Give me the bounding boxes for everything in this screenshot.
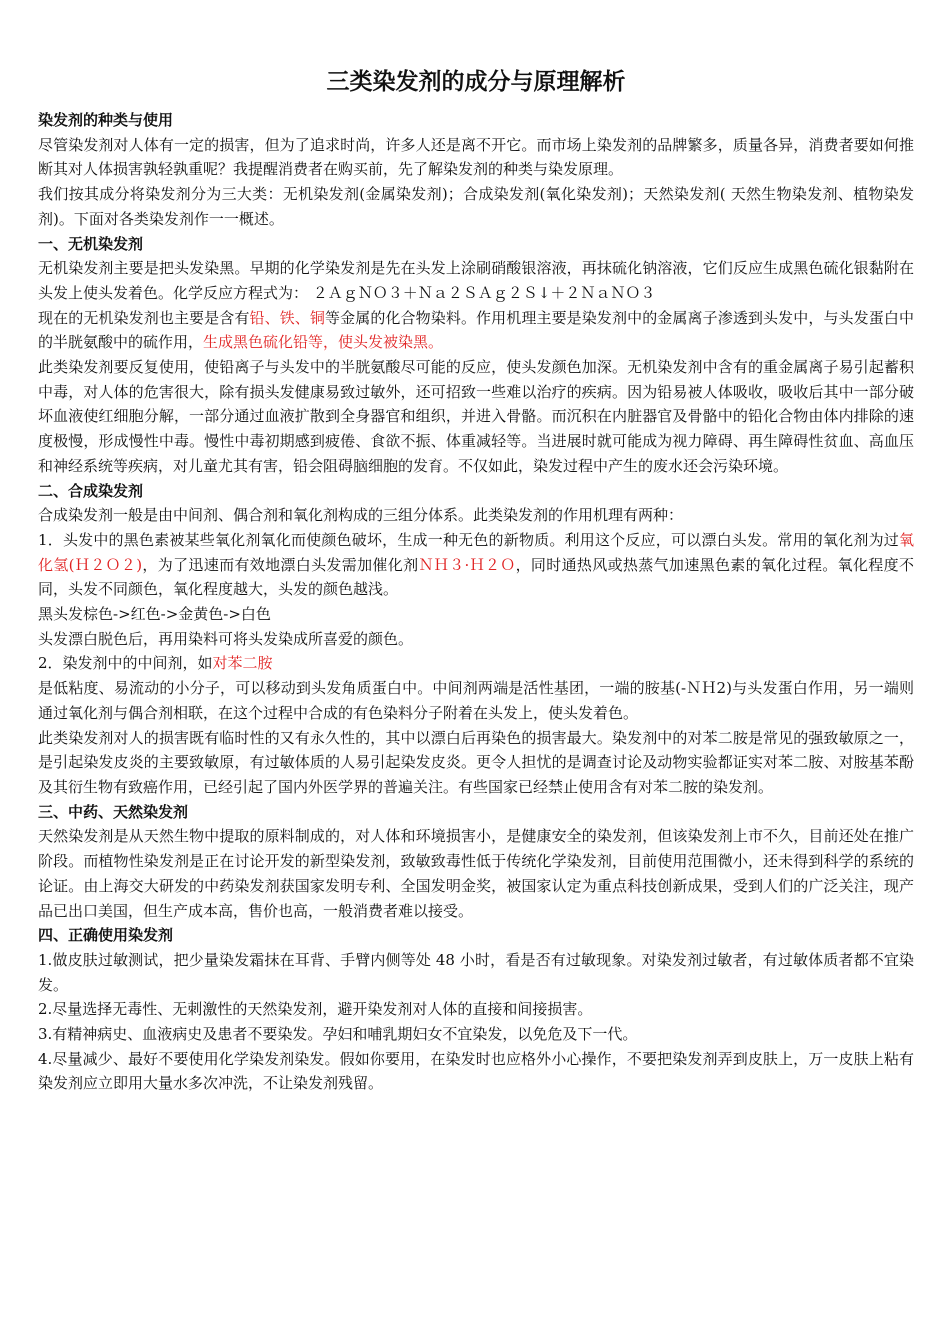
highlight-nh3: ＮＨ３·Ｈ２Ｏ xyxy=(418,555,516,574)
section-1-paragraph-3: 此类染发剂要反复使用，使铅离子与头发中的半胱氨酸尽可能的反应，使头发颜色加深。无机染发剂中含有的重金属离子易引起蓄积中毒，对人体的危害很大，除有损头发健康易致过敏外，还可招致一些难以治疗的疾病。因为铅易被人体吸收，吸收后其中一部分破坏血液使红细胞分解，一部分通过血液扩散到全身器官和组织，并进入骨骼。而沉积在内脏器官及骨骼中的铅化合物由体内排除的速度极慢，形成慢性中毒。慢性中毒初期感到疲倦、食欲不振、体重减轻等。当进展时就可能成为视力障碍、再生障碍性贫血、高血压和神经系统等疾病，对儿童尤其有害，铅会阻碍脑细胞的发育。不仅如此，染发过程中产生的废水还会污染环境。 xyxy=(38,358,914,475)
text-run: ，同时通热风或热蒸气加速黑色素的氧化过程。氧化程度不同，头发不同颜色，氧化程度越大，头发的颜色越浅。 xyxy=(38,555,914,599)
section-1-paragraph-1: 无机染发剂主要是把头发染黑。早期的化学染发剂是先在头发上涂刷硝酸银溶液，再抹硫化钠溶液，它们反应生成黑色硫化银黏附在头发上使头发着色。化学反应方程式为： ２ＡｇＮＯ３＋Ｎａ２ＳＡｇ２Ｓ↓＋２ＮａＮＯ３ xyxy=(38,259,914,302)
section-4-heading: 四、正确使用染发剂 xyxy=(38,926,174,945)
document-page xyxy=(38,62,914,1096)
section-4-item-2: 2.尽量选择无毒性、无刺激性的天然染发剂，避开染发剂对人体的直接和间接损害。 xyxy=(38,1000,593,1019)
highlight-result: 生成黑色硫化铅等，使头发被染黑。 xyxy=(203,333,444,352)
text-run: 1．头发中的黑色素被某些氧化剂氧化而使颜色破坏，生成一种无色的新物质。利用这个反应，可以漂白头发。常用的氧化剂为过 xyxy=(38,530,899,549)
highlight-ppd: 对苯二胺 xyxy=(212,654,273,673)
text-run: 等金属的化合物染料。作用机理主要是染发剂中的金属离子渗透到头发中，与头发蛋白中的半胱氨酸中的硫作用， xyxy=(38,308,914,352)
section-2-paragraph-7: 此类染发剂对人的损害既有临时性的又有永久性的，其中以漂白后再染色的损害最大。染发剂中的对苯二胺是常见的强致敏原之一，是引起染发皮炎的主要致敏原，有过敏体质的人易引起染发皮炎。更令人担忧的是调查讨论及动物实验都证实对苯二胺、对胺基苯酚及其衍生物有致癌作用，已经引起了国内外医学界的普遍关注。有些国家已经禁止使用含有对苯二胺的染发剂。 xyxy=(38,728,914,796)
section-2-paragraph-3: 黑头发棕色->红色->金黄色->白色 xyxy=(38,605,271,624)
section-4-item-3: 3.有精神病史、血液病史及患者不要染发。孕妇和哺乳期妇女不宜染发，以免危及下一代。 xyxy=(38,1025,638,1044)
section-4-item-4: 4.尽量减少、最好不要使用化学染发剂染发。假如你要用，在染发时也应格外小心操作，不要把染发剂弄到皮肤上，万一皮肤上粘有染发剂应立即用大量水多次冲洗，不让染发剂残留。 xyxy=(38,1049,914,1093)
section-2-paragraph-5 xyxy=(38,651,914,676)
highlight-metals: 铅、铁、铜 xyxy=(249,308,325,327)
text-run: 2．染发剂中的中间剂，如 xyxy=(38,654,213,673)
section-3-heading: 三、中药、天然染发剂 xyxy=(38,802,189,821)
section-2-paragraph-2 xyxy=(38,528,914,602)
text-run: ，为了迅速而有效地漂白头发需加催化剂 xyxy=(142,555,419,574)
section-2-paragraph-6: 是低粘度、易流动的小分子，可以移动到头发角质蛋白中。中间剂两端是活性基团，一端的胺基(-ＮＨ2)与头发蛋白作用，另一端则通过氧化剂与偶合剂相联，在这个过程中合成的有色染料分子附着在头发上，使头发着色。 xyxy=(38,679,914,722)
intro-heading: 染发剂的种类与使用 xyxy=(38,111,174,129)
section-2-paragraph-4: 头发漂白脱色后，再用染料可将头发染成所喜爱的颜色。 xyxy=(38,629,414,648)
section-2-paragraph-1: 合成染发剂一般是由中间剂、偶合剂和氧化剂构成的三组分体系。此类染发剂的作用机理有两种： xyxy=(38,506,684,525)
text-run: 现在的无机染发剂也主要是含有 xyxy=(38,308,250,327)
section-1-heading: 一、无机染发剂 xyxy=(38,234,144,253)
intro-paragraph-1: 尽管染发剂对人体有一定的损害，但为了追求时尚，许多人还是离不开它。而市场上染发剂的品牌繁多，质量各异，消费者要如何推断其对人体损害孰轻孰重呢？我提醒消费者在购买前，先了解染发剂的种类与染发原理。 xyxy=(38,135,914,179)
section-4-item-1: 1.做皮肤过敏测试，把少量染发霜抹在耳背、手臂内侧等处 48 小时，看是否有过敏现象。对染发剂过敏者，有过敏体质者都不宜染发。 xyxy=(38,950,914,994)
section-2-heading: 二、合成染发剂 xyxy=(38,481,144,500)
intro-paragraph-2: 我们按其成分将染发剂分为三大类：无机染发剂(金属染发剂)；合成染发剂(氧化染发剂)；天然染发剂( 天然生物染发剂、植物染发剂)。下面对各类染发剂作一一概述。 xyxy=(38,185,914,228)
section-1-paragraph-2 xyxy=(38,306,914,355)
document-title: 三类染发剂的成分与原理解析 xyxy=(326,69,626,95)
highlight-h2o2: 氧化氢(Ｈ２Ｏ２) xyxy=(38,530,914,574)
section-3-paragraph-1: 天然染发剂是从天然生物中提取的原料制成的，对人体和环境损害小，是健康安全的染发剂，但该染发剂上市不久，目前还处在推广阶段。而植物性染发剂是正在讨论开发的新型染发剂，致敏致毒性低于传统化学染发剂，目前使用范围微小，还未得到科学的系统的论证。由上海交大研发的中药染发剂获国家发明专利、全国发明金奖，被国家认定为重点科技创新成果，受到人们的广泛关注，现产品已出口美国，但生产成本高，售价也高，一般消费者难以接受。 xyxy=(38,827,914,920)
